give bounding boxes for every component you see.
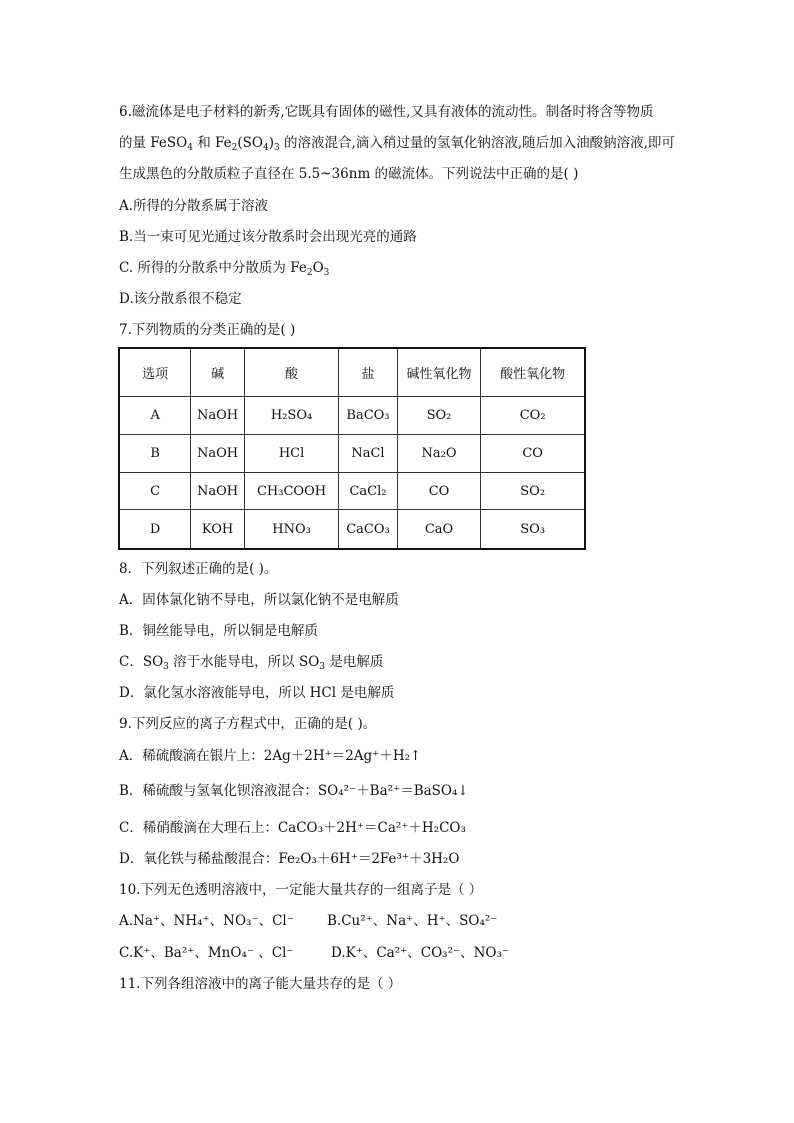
table-cell: A: [119, 396, 191, 434]
subscript: 3: [323, 268, 330, 278]
q10-option-b: B.Cu²⁺、Na⁺、H⁺、SO₄²⁻: [327, 913, 498, 929]
q8-text: 溶于水能导电，所以 SO: [168, 654, 320, 670]
table-cell: CO: [397, 472, 481, 510]
q8-option-a: A．固体氯化钠不导电，所以氯化钠不是电解质: [119, 592, 399, 608]
q10-option-a: A.Na⁺、NH₄⁺、NO₃⁻、Cl⁻: [119, 913, 294, 929]
table-cell: H₂SO₄: [244, 396, 338, 434]
table-cell: NaOH: [191, 434, 245, 472]
q6-text: 的量 FeSO: [119, 135, 188, 151]
table-cell: CaCl₂: [339, 472, 398, 510]
q6-text: ): [268, 135, 275, 151]
q9-option-d: D．氧化铁与稀盐酸混合：Fe₂O₃＋6H⁺＝2Fe³⁺＋3H₂O: [119, 851, 460, 867]
table-cell: Na₂O: [397, 434, 481, 472]
q8-option-d: D．氯化氢水溶液能导电，所以 HCl 是电解质: [119, 685, 395, 701]
q10-stem: 10.下列无色透明溶液中，一定能大量共存的一组离子是（ ）: [119, 882, 483, 898]
q7-stem: 7.下列物质的分类正确的是( ): [119, 322, 296, 338]
q9-option-b: B．稀硫酸与氢氧化钡溶液混合：SO₄²⁻＋Ba²⁺＝BaSO₄↓: [119, 783, 469, 799]
q8-stem: 8．下列叙述正确的是( )。: [119, 561, 278, 577]
table-cell: B: [119, 434, 191, 472]
table-header-cell: 酸性氧化物: [481, 348, 585, 396]
subscript: 3: [163, 662, 169, 672]
q8-option-b: B．铜丝能导电，所以铜是电解质: [119, 623, 318, 639]
q8-option-c: [119, 653, 383, 676]
q11-stem: 11.下列各组溶液中的离子能大量共存的是（ ）: [119, 976, 402, 992]
q9-stem: 9.下列反应的离子方程式中，正确的是( )。: [119, 716, 377, 732]
q8-text: 是电解质: [325, 654, 384, 670]
table-row: [119, 510, 585, 549]
table-cell: CaO: [397, 510, 481, 549]
q6-text: 和 Fe: [192, 135, 232, 151]
q6-stem-line2: [119, 134, 675, 157]
table-row: [119, 434, 585, 472]
q6-stem-line1: 6.磁流体是电子材料的新秀,它既具有固体的磁性,又具有液体的流动性。制备时将含等物质: [119, 104, 654, 120]
table-cell: CO₂: [481, 396, 585, 434]
table-cell: SO₂: [397, 396, 481, 434]
q6-option-d: D.该分散系很不稳定: [119, 291, 242, 307]
q6-text: O: [312, 260, 324, 276]
q7-classification-table: [118, 347, 586, 550]
q10-option-c: C.K⁺、Ba²⁺、MnO₄⁻ 、Cl⁻: [119, 945, 294, 961]
table-cell: BaCO₃: [339, 396, 398, 434]
table-cell: SO₃: [481, 510, 585, 549]
table-header-row: [119, 348, 585, 396]
table-cell: CaCO₃: [339, 510, 398, 549]
table-row: [119, 396, 585, 434]
table-cell: HNO₃: [244, 510, 338, 549]
q10-option-d: D.K⁺、Ca²⁺、CO₃²⁻、NO₃⁻: [331, 945, 510, 961]
q6-option-b: B.当一束可见光通过该分散系时会出现光亮的通路: [119, 229, 417, 245]
table-cell: SO₂: [481, 472, 585, 510]
table-header-cell: 碱: [191, 348, 245, 396]
q6-stem-line3: 生成黑色的分散质粒子直径在 5.5~36nm 的磁流体。下列说法中正确的是( ): [119, 166, 579, 182]
q9-option-a: A．稀硫酸滴在银片上：2Ag＋2H⁺＝2Ag⁺＋H₂↑: [119, 748, 422, 764]
subscript: 4: [263, 143, 269, 153]
q9-option-c: C．稀硝酸滴在大理石上：CaCO₃＋2H⁺＝Ca²⁺＋H₂CO₃: [119, 820, 466, 836]
table-row: [119, 472, 585, 510]
table-cell: C: [119, 472, 191, 510]
table-cell: NaCl: [339, 434, 398, 472]
subscript: 4: [187, 143, 193, 153]
subscript: 3: [319, 662, 326, 672]
table-cell: NaOH: [191, 472, 245, 510]
table-cell: NaOH: [191, 396, 245, 434]
subscript: 3: [274, 143, 280, 153]
table-cell: HCl: [244, 434, 338, 472]
q6-text: (SO: [237, 135, 263, 151]
table-header-cell: 碱性氧化物: [397, 348, 481, 396]
table-cell: CO: [481, 434, 585, 472]
table-header-cell: 选项: [119, 348, 191, 396]
subscript: 2: [306, 268, 313, 278]
q6-option-c: [119, 259, 329, 282]
table-header-cell: 酸: [244, 348, 338, 396]
q6-option-a: A.所得的分散系属于溶液: [119, 198, 269, 214]
subscript: 2: [231, 143, 238, 153]
q6-text: C. 所得的分散系中分散质为 Fe: [119, 260, 307, 276]
table-cell: D: [119, 510, 191, 549]
table-cell: KOH: [191, 510, 245, 549]
q8-text: C．SO: [119, 654, 164, 670]
q6-text: 的溶液混合,滴入稍过量的氢氧化钠溶液,随后加入油酸钠溶液,即可: [279, 135, 675, 151]
table-header-cell: 盐: [339, 348, 398, 396]
table-cell: CH₃COOH: [244, 472, 338, 510]
